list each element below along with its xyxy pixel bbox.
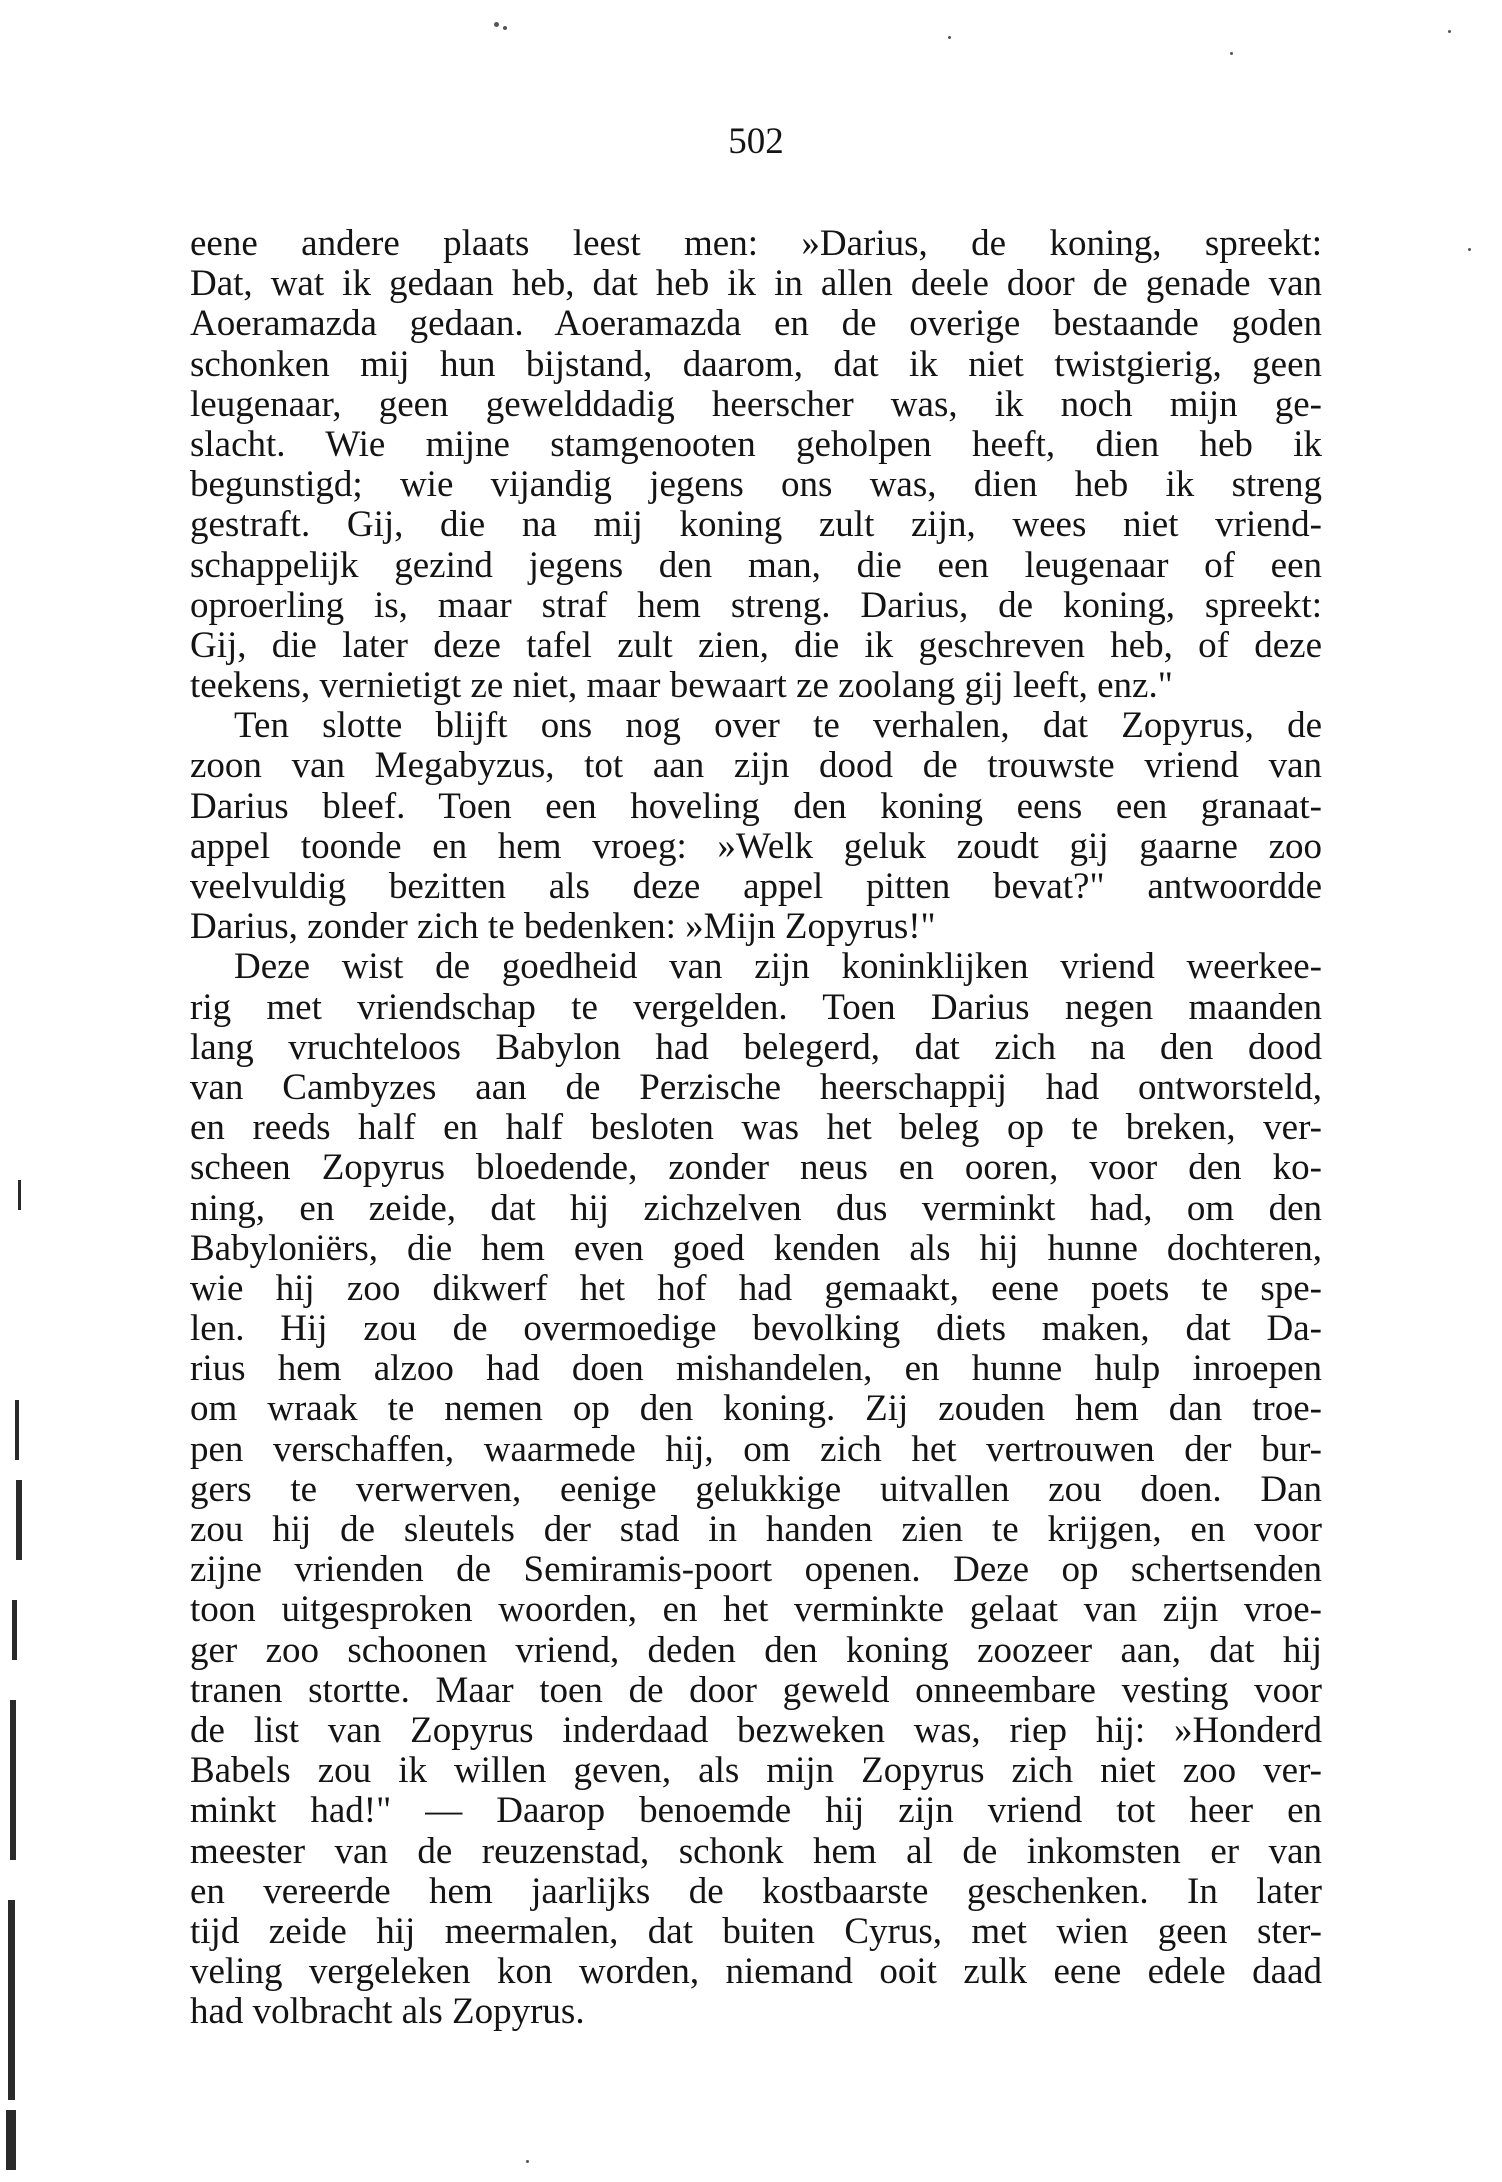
text-line: begunstigd; wie vijandig jegens ons was, dien heb ik streng (190, 464, 1322, 506)
scan-speck (948, 36, 951, 39)
text-line: Darius bleef. Toen een hoveling den koning eens een granaat- (190, 785, 1322, 827)
text-line: minkt had!" — Daarop benoemde hij zijn vriend tot heer en (190, 1790, 1322, 1832)
text-line: en vereerde hem jaarlijks de kostbaarste geschenken. In later (190, 1870, 1322, 1912)
scan-margin-mark (8, 1900, 15, 2100)
scan-speck (1468, 248, 1471, 251)
text-line: schonken mij hun bijstand, daarom, dat ik niet twistgierig, geen (190, 343, 1322, 385)
text-line: en reeds half en half besloten was het beleg op te breken, ver- (190, 1107, 1322, 1149)
text-line: teekens, vernietigt ze niet, maar bewaart ze zoolang gij leeft, enz." (190, 665, 1173, 707)
text-line: om wraak te nemen op den koning. Zij zouden hem dan troe- (190, 1388, 1322, 1430)
scan-speck (503, 26, 507, 30)
text-line: tijd zeide hij meermalen, dat buiten Cyrus, met wien geen ster- (190, 1910, 1322, 1952)
text-line: oproerling is, maar straf hem streng. Darius, de koning, spreekt: (190, 584, 1322, 626)
text-line: zijne vrienden de Semiramis-poort openen. Deze op schertsenden (190, 1549, 1322, 1591)
text-line: meester van de reuzenstad, schonk hem al de inkomsten er van (190, 1830, 1322, 1872)
scan-speck (526, 2160, 529, 2163)
text-line: rius hem alzoo had doen mishandelen, en hunne hulp inroepen (190, 1348, 1322, 1390)
scan-margin-mark (16, 1480, 22, 1560)
scan-speck (1448, 30, 1451, 33)
text-line: Darius, zonder zich te bedenken: »Mijn Zopyrus!" (190, 906, 936, 948)
text-line: van Cambyzes aan de Perzische heerschappij had ontworsteld, (190, 1066, 1322, 1108)
text-line: tranen stortte. Maar toen de door geweld onneembare vesting voor (190, 1669, 1322, 1711)
text-line: len. Hij zou de overmoedige bevolking diets maken, dat Da- (190, 1308, 1322, 1350)
text-line: scheen Zopyrus bloedende, zonder neus en ooren, voor den ko- (190, 1147, 1322, 1189)
text-line: gestraft. Gij, die na mij koning zult zijn, wees niet vriend- (190, 504, 1322, 546)
text-line: Deze wist de goedheid van zijn koninklijken vriend weerkee- (234, 946, 1322, 988)
text-line: ning, en zeide, dat hij zichzelven dus verminkt had, om den (190, 1187, 1322, 1229)
scan-speck (1230, 52, 1233, 55)
text-line: Ten slotte blijft ons nog over te verhalen, dat Zopyrus, de (234, 705, 1322, 747)
body-text (190, 224, 1322, 2032)
text-line: wie hij zoo dikwerf het hof had gemaakt, eene poets te spe- (190, 1267, 1322, 1309)
scan-margin-mark (6, 2110, 16, 2170)
text-line: de list van Zopyrus inderdaad bezweken was, riep hij: »Honderd (190, 1709, 1322, 1751)
text-line: Aoeramazda gedaan. Aoeramazda en de overige bestaande goden (190, 303, 1322, 345)
scan-margin-mark (18, 1180, 21, 1210)
text-line: Babyloniërs, die hem even goed kenden als hij hunne dochteren, (190, 1227, 1322, 1269)
text-line: Babels zou ik willen geven, als mijn Zopyrus zich niet zoo ver- (190, 1750, 1322, 1792)
text-line: eene andere plaats leest men: »Darius, de koning, spreekt: (190, 223, 1322, 264)
text-line: pen verschaffen, waarmede hij, om zich het vertrouwen der bur- (190, 1428, 1322, 1470)
text-line: appel toonde en hem vroeg: »Welk geluk zoudt gij gaarne zoo (190, 825, 1322, 867)
scan-margin-mark (12, 1600, 17, 1660)
text-line: Gij, die later deze tafel zult zien, die ik geschreven heb, of deze (190, 624, 1322, 666)
scan-margin-mark (15, 1400, 19, 1460)
text-line: leugenaar, geen gewelddadig heerscher was, ik noch mijn ge- (190, 383, 1322, 425)
paragraph (190, 706, 1322, 947)
text-line: lang vruchteloos Babylon had belegerd, dat zich na den dood (190, 1026, 1322, 1068)
scan-margin-mark (10, 1700, 16, 1860)
scan-speck (494, 22, 499, 27)
text-line: zoon van Megabyzus, tot aan zijn dood de trouwste vriend van (190, 745, 1322, 787)
text-line: zou hij de sleutels der stad in handen zien te krijgen, en voor (190, 1509, 1322, 1550)
page-number: 502 (728, 121, 784, 162)
text-line: had volbracht als Zopyrus. (190, 1991, 585, 2033)
text-line: slacht. Wie mijne stamgenooten geholpen heeft, dien heb ik (190, 423, 1322, 465)
text-line: Dat, wat ik gedaan heb, dat heb ik in allen deele door de genade van (190, 263, 1322, 305)
text-line: gers te verwerven, eenige gelukkige uitvallen zou doen. Dan (190, 1468, 1322, 1510)
text-line: ger zoo schoonen vriend, deden den koning zoozeer aan, dat hij (190, 1629, 1322, 1671)
text-line: veelvuldig bezitten als deze appel pitten bevat?" antwoordde (190, 866, 1322, 907)
text-line: rig met vriendschap te vergelden. Toen Darius negen maanden (190, 986, 1322, 1028)
text-line: veling vergeleken kon worden, niemand ooit zulk eene edele daad (190, 1951, 1322, 1993)
text-line: toon uitgesproken woorden, en het verminkte gelaat van zijn vroe- (190, 1589, 1322, 1631)
paragraph (190, 947, 1322, 2032)
paragraph (190, 224, 1322, 706)
text-line: schappelijk gezind jegens den man, die een leugenaar of een (190, 544, 1322, 586)
